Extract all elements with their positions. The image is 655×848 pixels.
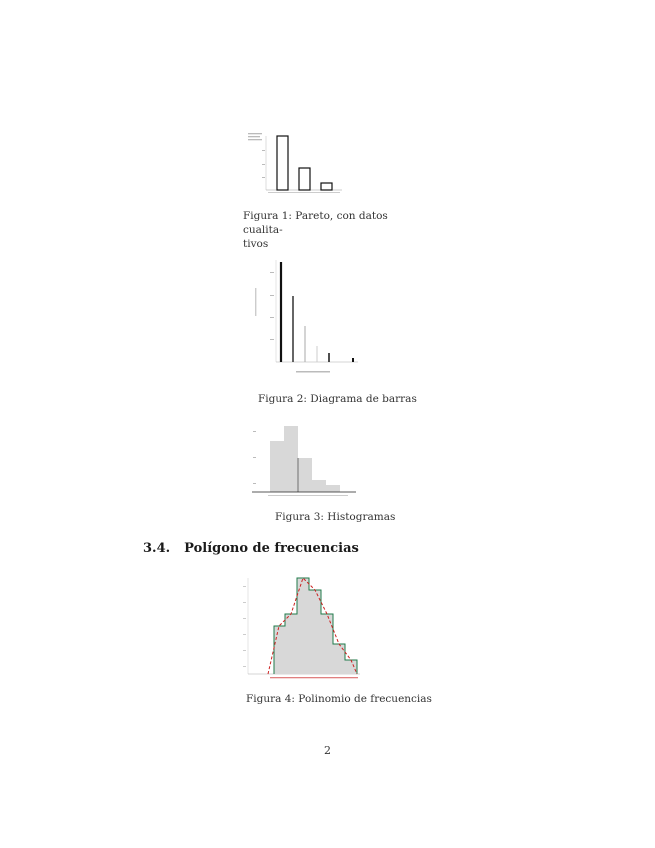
section-title: Polígono de frecuencias bbox=[184, 541, 359, 556]
polygon-bar bbox=[274, 626, 285, 674]
section-number: 3.4. bbox=[143, 541, 171, 556]
figure-3-caption: Figura 3: Histogramas bbox=[275, 511, 396, 523]
page-number: 2 bbox=[324, 744, 331, 757]
figure-1-caption-line-1: Figura 1: Pareto, con datos cualita- bbox=[243, 210, 388, 236]
pareto-bar bbox=[277, 136, 288, 190]
histogram-bar bbox=[312, 480, 326, 492]
frequency-polygon-chart bbox=[242, 572, 364, 684]
figure-4-frequency-polygon bbox=[242, 572, 364, 684]
polygon-bar bbox=[321, 614, 333, 674]
figure-1-caption-line-2: tivos bbox=[243, 238, 269, 250]
figure-2-bar-diagram bbox=[250, 248, 360, 378]
figure-1-caption bbox=[243, 209, 423, 251]
polygon-bar bbox=[345, 660, 357, 674]
figure-4-caption: Figura 4: Polinomio de frecuencias bbox=[246, 693, 432, 705]
histogram-bar bbox=[326, 485, 340, 492]
pareto-bar bbox=[299, 168, 310, 190]
histogram-chart bbox=[248, 422, 360, 498]
pareto-bar bbox=[321, 183, 332, 190]
bar-diagram-chart bbox=[250, 248, 360, 378]
polygon-bar bbox=[297, 578, 309, 674]
histogram-bar bbox=[270, 441, 284, 492]
figure-1-pareto bbox=[248, 128, 348, 196]
histogram-bar bbox=[284, 426, 298, 492]
polygon-bar bbox=[333, 644, 345, 674]
pareto-chart bbox=[248, 128, 348, 196]
figure-3-histogram bbox=[248, 422, 360, 498]
figure-2-caption: Figura 2: Diagrama de barras bbox=[258, 393, 417, 405]
histogram-bar bbox=[298, 458, 312, 492]
polygon-bar bbox=[285, 614, 297, 674]
section-heading bbox=[143, 541, 359, 556]
polygon-bar bbox=[309, 590, 321, 674]
